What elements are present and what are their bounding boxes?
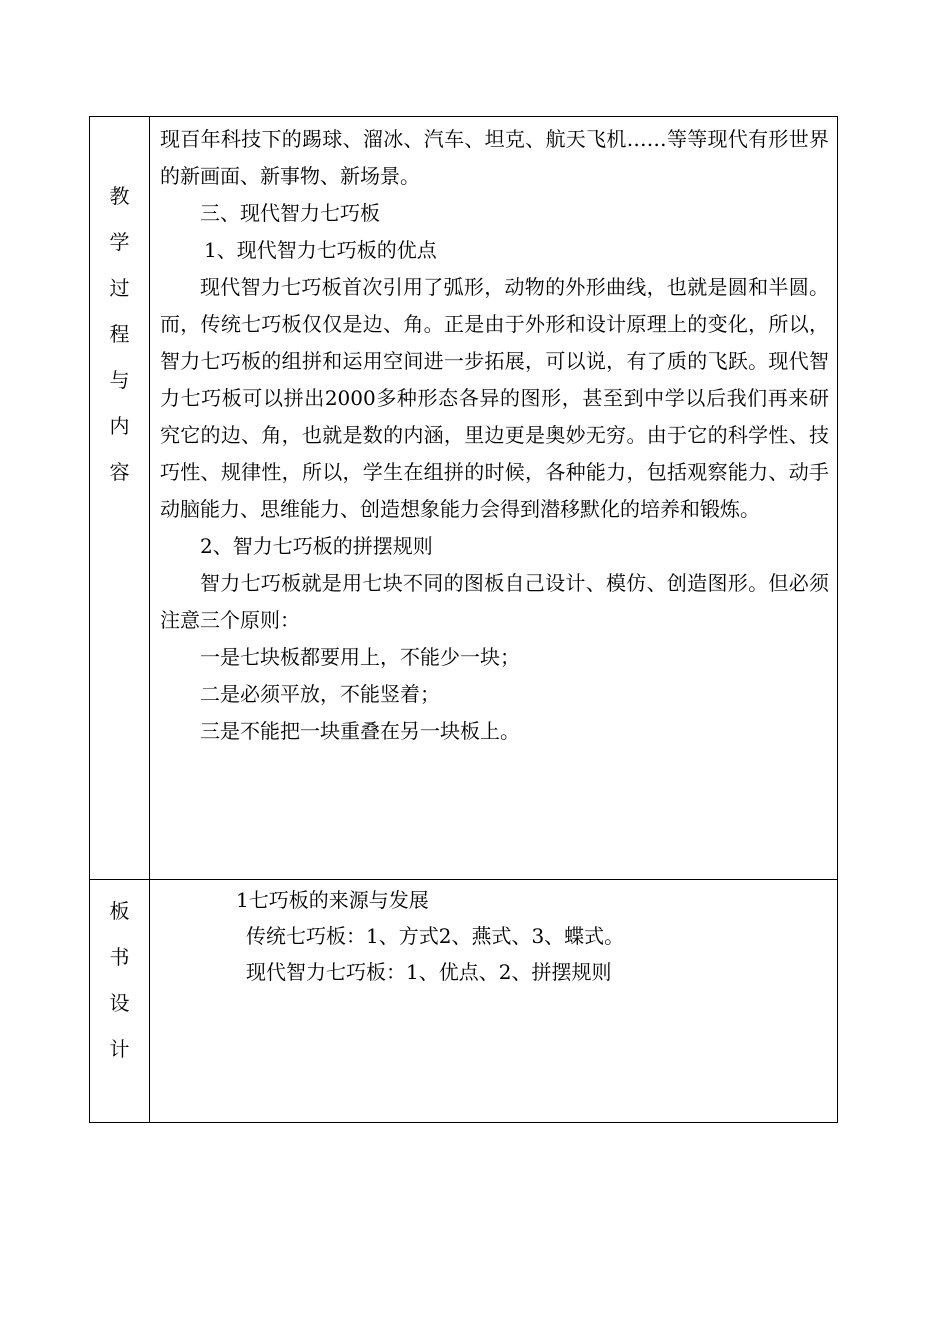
rule-item: 二是必须平放，不能竖着； bbox=[200, 682, 440, 706]
board-line: 传统七巧板：1、方式2、燕式、3、蝶式。 bbox=[246, 924, 625, 948]
label-char: 程 bbox=[109, 322, 130, 346]
label-char: 与 bbox=[109, 368, 130, 392]
board-design-content bbox=[150, 880, 838, 1123]
board-line: 1七巧板的来源与发展 bbox=[236, 888, 429, 912]
board-line: 现代智力七巧板：1、优点、2、拼摆规则 bbox=[246, 960, 612, 984]
label-char: 内 bbox=[109, 414, 130, 438]
rule-item: 一是七块板都要用上，不能少一块； bbox=[200, 645, 520, 669]
rule-item: 三是不能把一块重叠在另一块板上。 bbox=[200, 719, 520, 743]
lesson-plan-table bbox=[89, 116, 838, 1123]
label-char: 容 bbox=[109, 460, 130, 484]
paragraph-advantages: 现代智力七巧板首次引用了弧形，动物的外形曲线，也就是圆和半圆。而，传统七巧板仅仅是边、角。正是由于外形和设计原理上的变化，所以，智力七巧板的组拼和运用空间进一步拓展，可以说，有了质的飞跃。现代智力七巧板可以拼出2000多种形态各异的图形，甚至到中学以后我们再来研究它的边、角，也就是数的内涵，里边更是奥妙无穷。由于它的科学性、技巧性、规律性，所以，学生在组拼的时候，各种能力，包括观察能力、动手动脑能力、思维能力、创造想象能力会得到潜移默化的培养和锻炼。 bbox=[160, 275, 829, 521]
teaching-process-content bbox=[150, 117, 838, 880]
teaching-process-label-cell bbox=[90, 117, 150, 880]
board-design-label bbox=[90, 880, 149, 1072]
board-design-label-cell bbox=[90, 880, 150, 1123]
section-heading: 三、现代智力七巧板 bbox=[200, 201, 380, 225]
label-char: 教 bbox=[109, 184, 130, 208]
label-char: 设 bbox=[109, 991, 130, 1015]
board-design-row bbox=[90, 880, 838, 1123]
label-char: 计 bbox=[109, 1037, 130, 1061]
label-char: 学 bbox=[109, 230, 130, 254]
label-char: 过 bbox=[109, 276, 130, 300]
subsection-heading: 2、智力七巧板的拼摆规则 bbox=[200, 534, 433, 558]
paragraph-rules-intro: 智力七巧板就是用七块不同的图板自己设计、模仿、创造图形。但必须注意三个原则： bbox=[160, 571, 829, 632]
label-char: 板 bbox=[109, 899, 130, 923]
teaching-process-row bbox=[90, 117, 838, 880]
teaching-process-label bbox=[90, 117, 149, 495]
subsection-heading: 1、现代智力七巧板的优点 bbox=[204, 238, 437, 262]
paragraph-continuation: 现百年科技下的踢球、溜冰、汽车、坦克、航天飞机……等等现代有形世界的新画面、新事物、新场景。 bbox=[160, 127, 829, 188]
label-char: 书 bbox=[109, 945, 130, 969]
